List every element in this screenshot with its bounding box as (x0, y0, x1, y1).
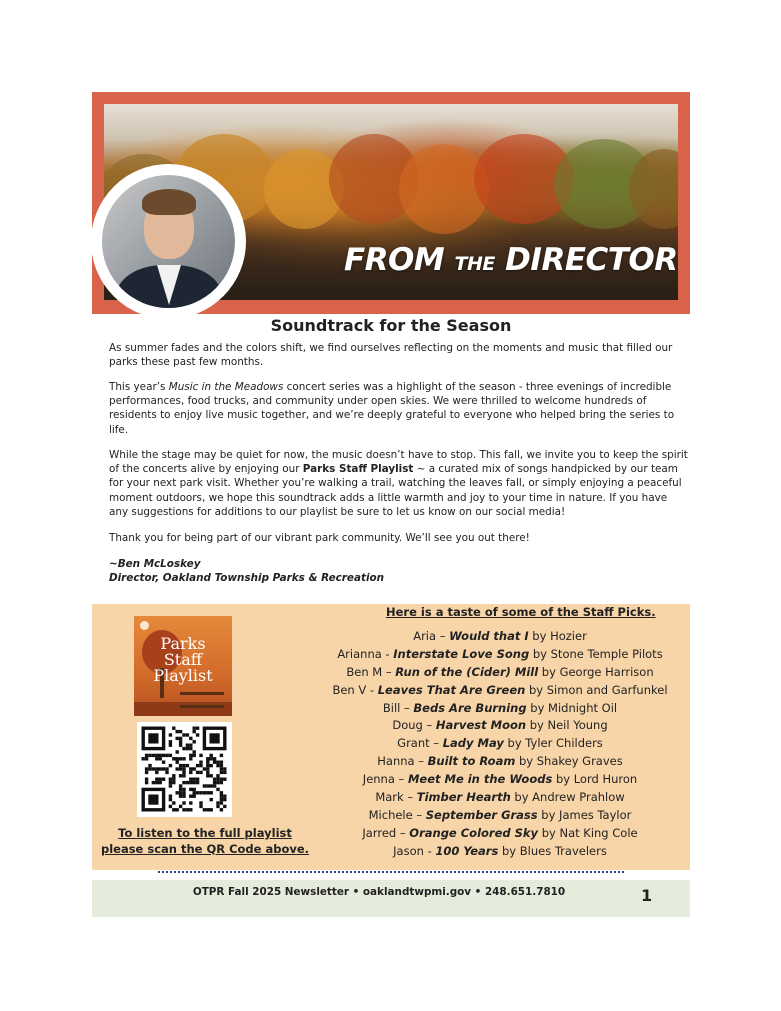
signature-title: Director, Oakland Township Parks & Recreation (109, 572, 385, 584)
staff-pick-item: Ben M – Run of the (Cider) Mill by George Harrison (346, 664, 654, 679)
playlist-cover-art (134, 616, 232, 716)
footer-contact: OTPR Fall 2025 Newsletter • oaklandtwpmi.gov • 248.651.7810 (192, 886, 566, 898)
staff-picks-list (300, 629, 700, 862)
staff-picks-heading: Here is a taste of some of the Staff Picks. (386, 605, 656, 619)
paragraph-intro: As summer fades and the colors shift, we find ourselves reflecting on the moments and music that filled our parks these past few months. (109, 342, 673, 369)
bench-icon (180, 692, 224, 708)
director-portrait (102, 175, 235, 308)
dotted-divider (158, 871, 624, 873)
staff-pick-item: Grant – Lady May by Tyler Childers (397, 736, 603, 751)
staff-pick-item: Mark – Timber Hearth by Andrew Prahlow (375, 790, 625, 805)
staff-pick-item: Jenna – Meet Me in the Woods by Lord Huron (362, 772, 638, 787)
paragraph-concert-series: This year’s Music in the Meadows concert series was a highlight of the season - three evenings of incredible performances, food trucks, and community under open skies. We were thrilled to welcome hundreds of residents to enjoy live music together, and we’re deeply grateful to everyone who helped bring the series to life. (109, 381, 675, 436)
music-app-icon (140, 621, 149, 630)
section-headline: FROM THE DIRECTOR (344, 242, 678, 278)
paragraph-playlist: While the stage may be quiet for now, the music doesn’t have to stop. This fall, we invite you to keep the spirit of the concerts alive by enjoying our Parks Staff Playlist ~ a curated mix of songs handpicked by our team for your next park visit. Whether you’re walking a trail, watching the leaves fall, or simply enjoying a peaceful moment outdoors, we hope this soundtrack adds a little warmth and joy to your time in nature. If you have any suggestions for additions to our playlist be sure to let us know on our social media! (109, 449, 688, 518)
staff-pick-item: Aria – Would that I by Hozier (413, 629, 587, 643)
staff-pick-item: Hanna – Built to Roam by Shakey Graves (377, 754, 623, 769)
playlist-qr-code[interactable] (137, 722, 232, 817)
staff-pick-item: Michele – September Grass by James Taylor (368, 807, 632, 822)
paragraph-thanks: Thank you for being part of our vibrant park community. We’ll see you out there! (109, 532, 530, 544)
staff-pick-item: Ben V - Leaves That Are Green by Simon and Garfunkel (332, 682, 668, 697)
qr-instructions: To listen to the full playlist please scan the QR Code above. (100, 826, 310, 856)
staff-pick-item: Bill – Beds Are Burning by Midnight Oil (382, 700, 618, 715)
playlist-cover-title: Parks Staff Playlist (153, 634, 213, 685)
footer-bar (92, 880, 690, 917)
page-number: 1 (641, 886, 653, 905)
staff-pick-item: Jason - 100 Years by Blues Travelers (393, 843, 607, 858)
staff-pick-item: Doug – Harvest Moon by Neil Young (392, 718, 608, 733)
staff-pick-item: Arianna - Interstate Love Song by Stone Temple Pilots (337, 646, 663, 661)
signature-name: ~Ben McLoskey (109, 558, 201, 570)
staff-pick-item: Jarred – Orange Colored Sky by Nat King Cole (362, 825, 638, 840)
director-portrait-frame (91, 164, 246, 319)
article-title: Soundtrack for the Season (270, 316, 512, 335)
